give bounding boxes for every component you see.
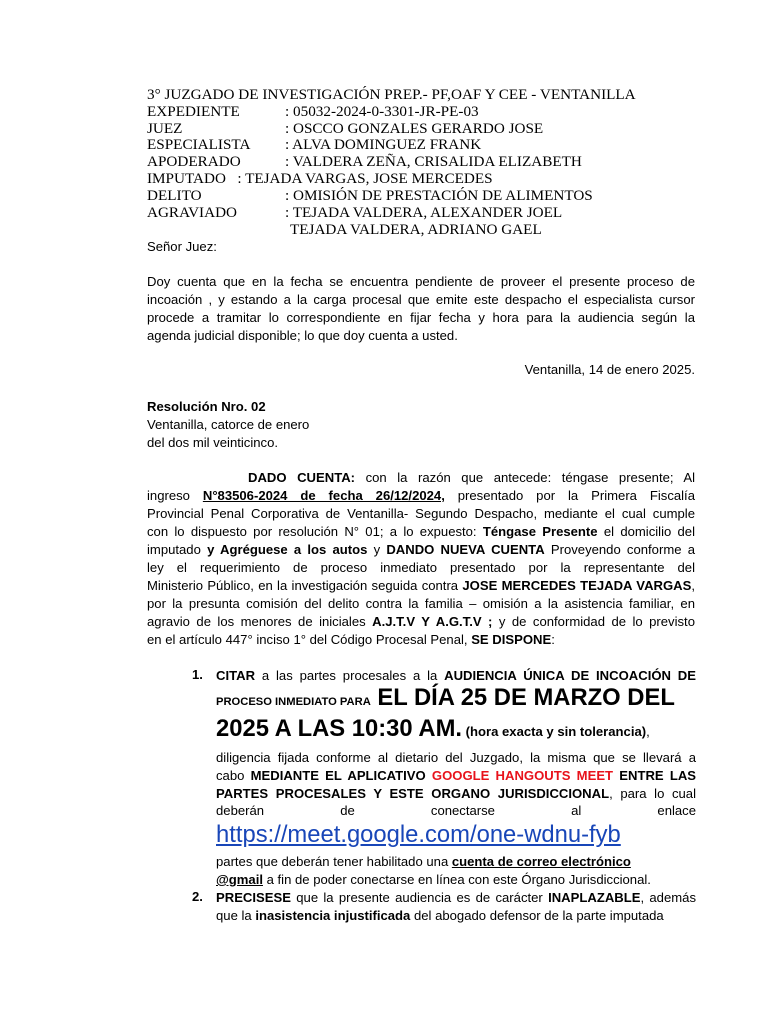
body-text: y bbox=[367, 542, 387, 557]
inasistencia: inasistencia injustificada bbox=[255, 908, 411, 923]
body-text: del abogado defensor de la parte imputada bbox=[410, 908, 664, 923]
se-dispone: SE DISPONE bbox=[471, 632, 552, 647]
body-text: cabo bbox=[216, 768, 251, 783]
item-1-line-6 bbox=[216, 785, 696, 803]
greeting: Señor Juez: bbox=[147, 239, 217, 254]
body-text: presentado por la Primera Fiscalía bbox=[444, 488, 695, 503]
delito-label: DELITO bbox=[147, 187, 202, 204]
body-text: Ministerio Público, en la investigación seguida contra bbox=[147, 578, 463, 593]
dado-cuenta: DADO CUENTA: bbox=[248, 470, 356, 485]
body-text: , bbox=[646, 724, 650, 739]
inaplazable: INAPLAZABLE bbox=[548, 890, 641, 905]
body-line-9 bbox=[147, 613, 695, 631]
word: conectarse bbox=[430, 803, 495, 818]
body-text: imputado bbox=[147, 542, 208, 557]
resolution-title: Resolución Nro. 02 bbox=[147, 399, 266, 414]
bold-text: ENTRE LAS bbox=[613, 768, 697, 783]
body-text: , bbox=[691, 578, 695, 593]
body-text: ingreso bbox=[147, 488, 203, 503]
ingreso-ref: N°83506-2024 de fecha 26/12/2024, bbox=[202, 488, 445, 503]
hearing-date: EL DÍA 25 DE MARZO DEL bbox=[370, 684, 675, 711]
item-2-line-1 bbox=[216, 889, 696, 907]
body-line-10 bbox=[147, 631, 695, 649]
imputado-row: IMPUTADO : TEJADA VARGAS, JOSE MERCEDES bbox=[147, 170, 493, 187]
body-line-8: por la presunta comisión del delito contra la familia – omisión a la asistencia familiar, en bbox=[147, 596, 695, 611]
especialista-label: ESPECIALISTA bbox=[147, 136, 251, 153]
item-1-line-9 bbox=[216, 871, 696, 889]
word: de bbox=[340, 803, 355, 818]
body-text: , además bbox=[640, 890, 696, 905]
agraviado-value-1: : TEJADA VALDERA, ALEXANDER JOEL bbox=[285, 204, 563, 221]
body-line-3: Provincial Penal Corporativa de Ventanilla- Segundo Despacho, mediante el cual cumple bbox=[147, 506, 695, 521]
item-1-line-4: diligencia fijada conforme al dietario del Juzgado, la misma que se llevará a bbox=[216, 750, 696, 765]
court-name: 3° JUZGADO DE INVESTIGACIÓN PREP.- PF,OAF Y CEE - VENTANILLA bbox=[147, 86, 636, 103]
apoderado-label: APODERADO bbox=[147, 153, 241, 170]
body-text: que la bbox=[216, 908, 256, 923]
tolerance-note: (hora exacta y sin tolerancia) bbox=[462, 724, 647, 739]
body-text: en el artículo 447° inciso 1° del Código Procesal Penal, bbox=[147, 632, 472, 647]
citar: CITAR bbox=[216, 668, 256, 683]
cuenta-line-1: Doy cuenta que en la fecha se encuentra pendiente de proveer el presente proceso de bbox=[147, 274, 695, 289]
resolution-date-1: Ventanilla, catorce de enero bbox=[147, 417, 310, 432]
bold-text: MEDIANTE EL APLICATIVO bbox=[250, 768, 432, 783]
expediente-label: EXPEDIENTE bbox=[147, 103, 240, 120]
google-meet-text: GOOGLE HANGOUTS MEET bbox=[431, 768, 614, 783]
body-text: con lo dispuesto por resolución N° 01; a lo expuesto: bbox=[147, 524, 483, 539]
bold-text: Téngase Presente bbox=[482, 524, 598, 539]
body-text: a las partes procesales a la bbox=[255, 668, 445, 683]
proceso-inmediato: PROCESO INMEDIATO PARA bbox=[216, 696, 371, 708]
item-1-link-row bbox=[216, 820, 696, 853]
initials: A.J.T.V Y A.G.T.V ; bbox=[372, 614, 493, 629]
imputado-name: JOSE MERCEDES TEJADA VARGAS bbox=[462, 578, 692, 593]
hearing-time: 2025 A LAS 10:30 AM. bbox=[216, 715, 462, 742]
expediente-value: : 05032-2024-0-3301-JR-PE-03 bbox=[285, 103, 479, 120]
cuenta-line-4: agenda judicial disponible; lo que doy cuenta a usted. bbox=[147, 328, 458, 343]
especialista-value: : ALVA DOMINGUEZ FRANK bbox=[285, 136, 482, 153]
body-line-1 bbox=[248, 469, 695, 487]
bold-text: y Agréguese a los autos bbox=[207, 542, 368, 557]
item-2-line-2 bbox=[216, 907, 696, 925]
body-line-6: ley el requerimiento de proceso inmediato presentado por la representante del bbox=[147, 560, 695, 575]
body-text: : bbox=[551, 632, 555, 647]
word: al bbox=[571, 803, 582, 818]
body-text: , para lo cual bbox=[609, 786, 696, 801]
body-text: con la razón que antecede: téngase presente; Al bbox=[355, 470, 695, 485]
body-line-5 bbox=[147, 541, 695, 559]
word: enlace bbox=[657, 803, 696, 818]
bold-text: PARTES PROCESALES Y ESTE ORGANO JURISDICCIONAL bbox=[216, 786, 610, 801]
body-line-7 bbox=[147, 577, 695, 595]
bold-text: AUDIENCIA ÚNICA DE INCOACIÓN DE bbox=[444, 668, 696, 683]
body-text: partes que deberán tener habilitado una bbox=[216, 854, 452, 869]
gmail-text: @gmail bbox=[216, 872, 263, 887]
item-1-line-3 bbox=[216, 714, 696, 747]
delito-value: : OMISIÓN DE PRESTACIÓN DE ALIMENTOS bbox=[285, 187, 593, 204]
body-text: el domicilio del bbox=[597, 524, 696, 539]
cuenta-line-3: procede a tramitar lo correspondiente en fijar fecha y hora para la audiencia según la bbox=[147, 310, 695, 325]
item-1-line-8 bbox=[216, 853, 696, 871]
item-1-line-5 bbox=[216, 767, 696, 785]
body-text: Proveyendo conforme a bbox=[544, 542, 695, 557]
email-requirement: cuenta de correo electrónico bbox=[451, 854, 631, 869]
cuenta-line-2: incoación , y estando a la carga procesal que emite este despacho el especialista cursor bbox=[147, 292, 695, 307]
body-text: a fin de poder conectarse en línea con este Órgano Jurisdiccional. bbox=[262, 872, 651, 887]
resolution-date-2: del dos mil veinticinco. bbox=[147, 435, 278, 450]
body-line-4 bbox=[147, 523, 695, 541]
juez-label: JUEZ bbox=[147, 120, 183, 137]
bold-text: DANDO NUEVA CUENTA bbox=[386, 542, 545, 557]
item-number-2: 2. bbox=[192, 889, 203, 904]
place-date: Ventanilla, 14 de enero 2025. bbox=[524, 362, 695, 377]
word: deberán bbox=[216, 803, 265, 818]
body-text: y de conformidad de lo previsto bbox=[492, 614, 695, 629]
agraviado-label: AGRAVIADO bbox=[147, 204, 238, 221]
item-1-line-7 bbox=[216, 802, 696, 820]
precisese: PRECISESE bbox=[216, 890, 291, 905]
item-number-1: 1. bbox=[192, 667, 203, 682]
body-text: agravio de los menores de iniciales bbox=[147, 614, 373, 629]
body-text: que la presente audiencia es de carácter bbox=[290, 890, 549, 905]
juez-value: : OSCCO GONZALES GERARDO JOSE bbox=[285, 120, 544, 137]
apoderado-value: : VALDERA ZEÑA, CRISALIDA ELIZABETH bbox=[285, 153, 582, 170]
agraviado-value-2: TEJADA VALDERA, ADRIANO GAEL bbox=[290, 221, 542, 238]
meet-link[interactable]: https://meet.google.com/one-wdnu-fyb bbox=[216, 821, 621, 848]
item-1-line-2 bbox=[216, 683, 696, 717]
body-line-2 bbox=[147, 487, 695, 505]
